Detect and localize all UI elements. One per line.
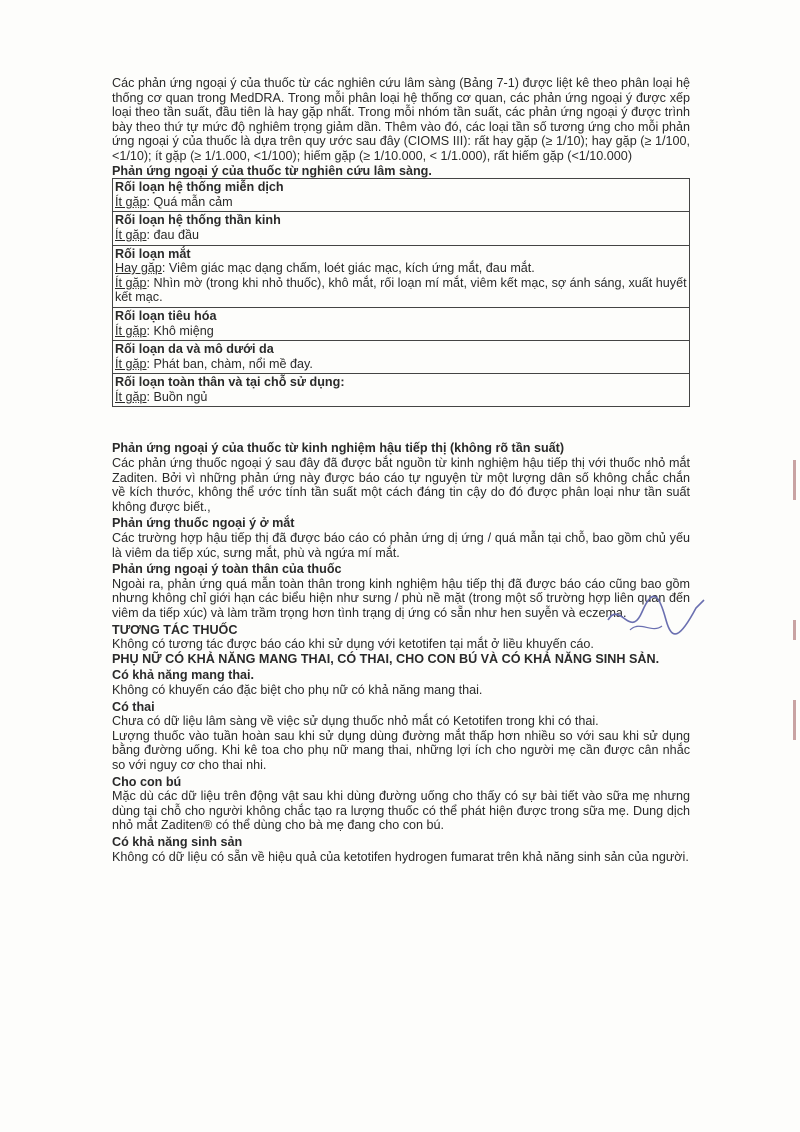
- scan-edge-mark: [793, 620, 796, 640]
- frequency-line: [115, 276, 687, 305]
- table-cell: [113, 212, 690, 245]
- frequency-label: Ít gặp: [115, 356, 147, 371]
- frequency-line: [115, 228, 687, 243]
- ocular-heading: Phản ứng thuốc ngoại ý ở mắt: [112, 516, 295, 531]
- table-row: [113, 307, 690, 340]
- organ-system-label: Rối loạn tiêu hóa: [115, 308, 217, 323]
- interactions-heading: TƯƠNG TÁC THUỐC: [112, 622, 238, 637]
- frequency-label: Ít gặp: [115, 194, 147, 209]
- pregnancy-body-2: Lượng thuốc vào tuần hoàn sau khi sử dụng dùng đường mắt thấp hơn nhiều so với sau khi sử dụng bằng đường uống. Khi kê toa cho phụ nữ mang thai, những lợi ích cho người mẹ cần được cân nhắc so với nguy cơ cho thai nhi.: [112, 728, 690, 772]
- adverse-reactions-table: [112, 178, 690, 407]
- systemic-body: Ngoài ra, phản ứng quá mẫn toàn thân trong kinh nghiệm hậu tiếp thị đã được báo cáo cũng bao gồm nhưng không chỉ giới hạn các biểu hiện như sưng / phù nề mặt (trong một số trường hợp liên quan đến viêm da tiếp xúc) và làm trầm trọng hơn tình trạng dị ứng có sẵn như hen suyễn và eczema.: [112, 576, 690, 620]
- intro-paragraph: Các phản ứng ngoại ý của thuốc từ các nghiên cứu lâm sàng (Bảng 7-1) được liệt kê theo phân loại hệ thống cơ quan trong MedDRA. Trong mỗi phân loại hệ thống cơ quan, các phản ứng ngoại ý được xếp loại theo tần suất, đầu tiên là hay gặp nhất. Trong mỗi nhóm tần suất, các phản ứng ngoại ý được trình bày theo thứ tự mức độ nghiêm trọng giảm dần. Thêm vào đó, các loại tần số tương ứng cho mỗi phản ứng ngoại ý của thuốc là dựa trên quy ước sau đây (CIOMS III): rất hay gặp (≥ 1/10); hay gặp (≥ 1/100, <1/10); ít gặp (≥ 1/1.000, <1/100); hiếm gặp (≥ 1/10.000, < 1/1.000), rất hiếm gặp (<1/10.000): [112, 76, 690, 163]
- reaction-text: : Nhìn mờ (trong khi nhỏ thuốc), khô mắt, rối loạn mí mắt, viêm kết mạc, sợ ánh sáng, xuất huyết kết mạc.: [115, 275, 687, 305]
- postmarketing-heading: Phản ứng ngoại ý của thuốc từ kinh nghiệm hậu tiếp thị (không rõ tần suất): [112, 441, 565, 456]
- pregnancy-heading: Có thai: [112, 699, 155, 714]
- frequency-line: [115, 195, 687, 210]
- reaction-text: : Khô miệng: [146, 323, 214, 338]
- table-cell: [113, 245, 690, 307]
- lactation-heading: Cho con bú: [112, 774, 182, 789]
- frequency-label: Hay gặp: [115, 261, 162, 276]
- organ-system-label: Rối loạn mắt: [115, 246, 191, 261]
- pregnancy-section-heading: PHỤ NỮ CÓ KHẢ NĂNG MANG THAI, CÓ THAI, CHO CON BÚ VÀ CÓ KHẢ NĂNG SINH SẢN.: [112, 651, 660, 666]
- table-row: [113, 341, 690, 374]
- scan-edge-mark: [793, 700, 796, 740]
- table-cell: [113, 179, 690, 212]
- reaction-text: : Phát ban, chàm, nổi mề đay.: [146, 356, 313, 371]
- organ-system-label: Rối loạn toàn thân và tại chỗ sử dụng:: [115, 375, 345, 390]
- reaction-text: : đau đầu: [146, 227, 200, 242]
- table-cell: [113, 374, 690, 407]
- childbearing-body: Không có khuyến cáo đặc biệt cho phụ nữ có khả năng mang thai.: [112, 682, 483, 697]
- reaction-text: : Quá mẫn cảm: [146, 194, 233, 209]
- fertility-heading: Có khả năng sinh sản: [112, 834, 243, 849]
- fertility-body: Không có dữ liệu có sẵn về hiệu quả của ketotifen hydrogen fumarat trên khả năng sinh sản của người.: [112, 849, 689, 864]
- table-row: [113, 212, 690, 245]
- childbearing-heading: Có khả năng mang thai.: [112, 668, 255, 683]
- frequency-line: [115, 357, 687, 372]
- frequency-label: Ít gặp: [115, 389, 147, 404]
- frequency-line: [115, 261, 687, 276]
- postmarketing-body: Các phản ứng thuốc ngoại ý sau đây đã được bắt nguồn từ kinh nghiệm hậu tiếp thị với thuốc nhỏ mắt Zaditen. Bởi vì những phản ứng này được báo cáo tự nguyện từ một lượng dân số không chắc chắn về kích thước, không thể ước tính tần suất một cách đáng tin cậy do đó được phân loại như tần suất không được biết.,: [112, 456, 690, 514]
- frequency-label: Ít gặp: [115, 275, 147, 290]
- scan-edge-mark: [793, 460, 796, 500]
- frequency-label: Ít gặp: [115, 323, 147, 338]
- reaction-text: : Buồn ngủ: [146, 389, 208, 404]
- table-row: [113, 245, 690, 307]
- organ-system-label: Rối loạn da và mô dưới da: [115, 342, 274, 357]
- ocular-body: Các trường hợp hậu tiếp thị đã được báo cáo có phản ứng dị ứng / quá mẫn tại chỗ, bao gồm chủ yếu là viêm da tiếp xúc, sưng mắt, phù và ngứa mí mắt.: [112, 531, 690, 560]
- organ-system-label: Rối loạn hệ thống thần kinh: [115, 213, 281, 228]
- signature-mark: [600, 590, 710, 650]
- table-row: [113, 374, 690, 407]
- frequency-label: Ít gặp: [115, 227, 147, 242]
- interactions-body: Không có tương tác được báo cáo khi sử dụng với ketotifen tại mắt ở liều khuyến cáo.: [112, 637, 594, 652]
- table-row: [113, 179, 690, 212]
- reaction-text: : Viêm giác mạc dạng chấm, loét giác mạc, kích ứng mắt, đau mắt.: [161, 261, 535, 276]
- lactation-body: Mặc dù các dữ liệu trên động vật sau khi dùng đường uống cho thấy có sự bài tiết vào sữa mẹ nhưng dùng tại chỗ cho người không chắc tạo ra lượng thuốc có thể phát hiện được trong sữa mẹ. Dung dịch nhỏ mắt Zaditen® có thể dùng cho bà mẹ đang cho con bú.: [112, 789, 690, 833]
- frequency-line: [115, 324, 687, 339]
- table-title: Phản ứng ngoại ý của thuốc từ nghiên cứu lâm sàng.: [112, 163, 432, 178]
- frequency-line: [115, 390, 687, 405]
- table-cell: [113, 341, 690, 374]
- organ-system-label: Rối loạn hệ thống miễn dịch: [115, 180, 284, 195]
- pregnancy-body-1: Chưa có dữ liệu lâm sàng về việc sử dụng thuốc nhỏ mắt có Ketotifen trong khi có thai.: [112, 714, 599, 729]
- table-cell: [113, 307, 690, 340]
- document-page: [112, 76, 690, 864]
- systemic-heading: Phản ứng ngoại ý toàn thân của thuốc: [112, 562, 342, 577]
